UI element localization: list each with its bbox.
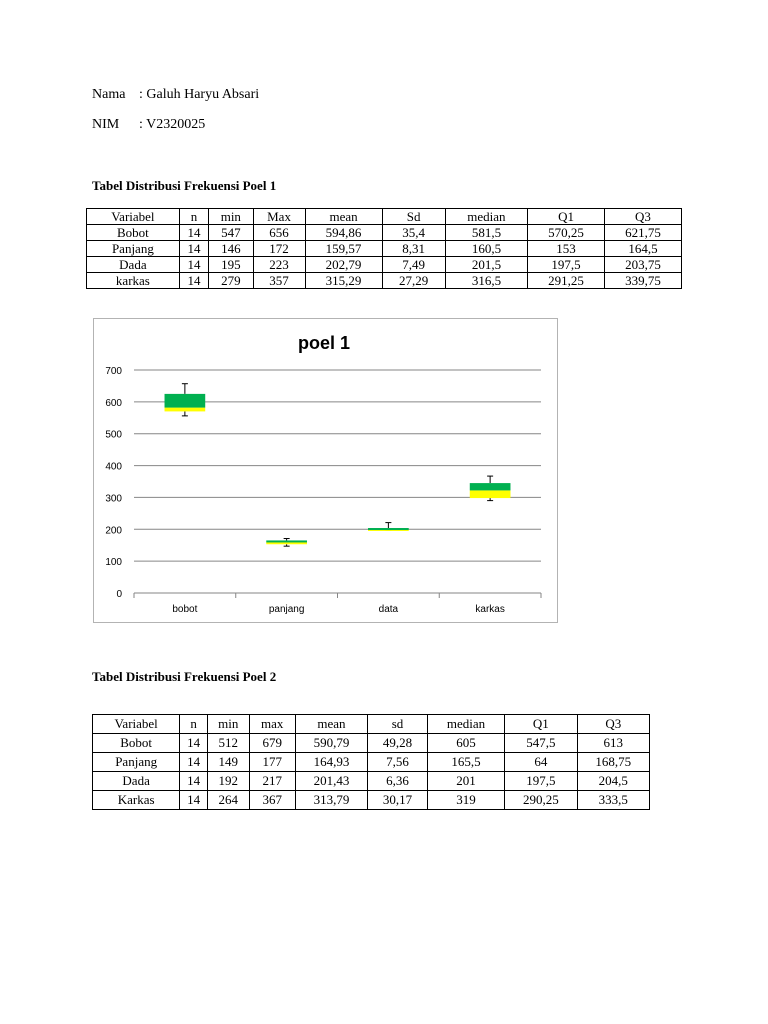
table-cell: karkas	[87, 273, 180, 289]
table-cell: 315,29	[305, 273, 382, 289]
header-cell: max	[249, 715, 295, 734]
table-cell: 49,28	[368, 734, 428, 753]
table-cell: 339,75	[604, 273, 681, 289]
frequency-table-poel-1	[86, 208, 682, 289]
header-cell: Q1	[528, 209, 605, 225]
x-tick-label: bobot	[172, 604, 198, 615]
table-cell: Karkas	[93, 791, 180, 810]
header-cell: n	[179, 209, 208, 225]
chart-title: poel 1	[297, 333, 351, 353]
table-cell: 217	[249, 772, 295, 791]
table-row	[87, 257, 682, 273]
table-cell: 149	[207, 753, 249, 772]
table-cell: 14	[179, 241, 208, 257]
table-cell: 264	[207, 791, 249, 810]
header-cell: sd	[368, 715, 428, 734]
table-row	[87, 241, 682, 257]
table-cell: 201,5	[445, 257, 527, 273]
y-tick-label: 0	[116, 589, 122, 600]
table-cell: 605	[427, 734, 504, 753]
table-cell: 8,31	[382, 241, 445, 257]
table-cell: 14	[179, 257, 208, 273]
box-lower-bobot	[165, 408, 206, 412]
table-cell: 590,79	[295, 734, 367, 753]
table-cell: 165,5	[427, 753, 504, 772]
box-plot-chart	[93, 318, 558, 623]
table-cell: 164,93	[295, 753, 367, 772]
header-cell: min	[209, 209, 253, 225]
header-cell: Sd	[382, 209, 445, 225]
table-cell: 35,4	[382, 225, 445, 241]
header-cell: Q3	[577, 715, 649, 734]
y-tick-label: 200	[105, 525, 122, 537]
table-cell: Bobot	[87, 225, 180, 241]
table-cell: 547,5	[505, 734, 577, 753]
table-cell: 14	[180, 734, 208, 753]
box-upper-data	[368, 528, 409, 530]
table-cell: 14	[179, 225, 208, 241]
table-cell: 570,25	[528, 225, 605, 241]
table-cell: 290,25	[505, 791, 577, 810]
chart-canvas	[94, 319, 557, 622]
table-cell: Panjang	[87, 241, 180, 257]
table-cell: 279	[209, 273, 253, 289]
table-cell: 547	[209, 225, 253, 241]
header-cell: Variabel	[87, 209, 180, 225]
frequency-table-poel-2	[92, 714, 650, 810]
table-cell: 313,79	[295, 791, 367, 810]
table1-title: Tabel Distribusi Frekuensi Poel 1	[92, 178, 277, 193]
table-cell: 6,36	[368, 772, 428, 791]
table-cell: Bobot	[93, 734, 180, 753]
table-cell: 14	[179, 273, 208, 289]
table-cell: 27,29	[382, 273, 445, 289]
table-cell: 7,49	[382, 257, 445, 273]
plot-area	[165, 384, 511, 546]
table-cell: 14	[180, 772, 208, 791]
table-cell: 201	[427, 772, 504, 791]
table-cell: 7,56	[368, 753, 428, 772]
table-cell: 153	[528, 241, 605, 257]
table-cell: 204,5	[577, 772, 649, 791]
table-cell: Dada	[87, 257, 180, 273]
table-cell: 613	[577, 734, 649, 753]
header-cell: Q1	[505, 715, 577, 734]
table-header-row	[87, 209, 682, 225]
table-cell: 168,75	[577, 753, 649, 772]
table-row	[93, 734, 650, 753]
table-cell: Panjang	[93, 753, 180, 772]
box-upper-bobot	[165, 394, 206, 408]
table-cell: 594,86	[305, 225, 382, 241]
table-row	[93, 753, 650, 772]
table-cell: 656	[253, 225, 305, 241]
table-cell: 164,5	[604, 241, 681, 257]
table-cell: 197,5	[528, 257, 605, 273]
table-row	[87, 273, 682, 289]
table-cell: 357	[253, 273, 305, 289]
nim-value: : V2320025	[139, 117, 206, 132]
table-cell: 223	[253, 257, 305, 273]
header-cell: mean	[305, 209, 382, 225]
table2-title: Tabel Distribusi Frekuensi Poel 2	[92, 669, 277, 684]
table-cell: 14	[180, 791, 208, 810]
nim-label: NIM	[92, 117, 120, 132]
table-row	[93, 791, 650, 810]
table-cell: 291,25	[528, 273, 605, 289]
y-tick-label: 100	[105, 557, 122, 569]
x-tick-label: panjang	[268, 604, 305, 615]
x-tick-label: karkas	[475, 604, 505, 615]
table-cell: 64	[505, 753, 577, 772]
table-cell: 172	[253, 241, 305, 257]
y-tick-label: 700	[105, 366, 122, 377]
table-cell: 316,5	[445, 273, 527, 289]
box-upper-panjang	[266, 540, 307, 542]
table-cell: 512	[207, 734, 249, 753]
table-cell: 201,43	[295, 772, 367, 791]
table-cell: 319	[427, 791, 504, 810]
table-cell: 146	[209, 241, 253, 257]
table-cell: 581,5	[445, 225, 527, 241]
header-cell: Max	[253, 209, 305, 225]
header-cell: min	[207, 715, 249, 734]
y-tick-label: 400	[105, 461, 122, 473]
table-cell: 333,5	[577, 791, 649, 810]
table-cell: 621,75	[604, 225, 681, 241]
table-cell: 30,17	[368, 791, 428, 810]
table-row	[87, 225, 682, 241]
header-cell: n	[180, 715, 208, 734]
table-cell: 192	[207, 772, 249, 791]
header-cell: median	[445, 209, 527, 225]
y-tick-label: 600	[105, 397, 122, 409]
box-lower-karkas	[470, 490, 511, 498]
name-label: Nama	[92, 87, 126, 102]
table-cell: 203,75	[604, 257, 681, 273]
table-cell: 160,5	[445, 241, 527, 257]
table-cell: 177	[249, 753, 295, 772]
table-cell: 159,57	[305, 241, 382, 257]
x-tick-label: data	[378, 604, 399, 615]
box-upper-karkas	[470, 483, 511, 490]
table-cell: 14	[180, 753, 208, 772]
table-cell: Dada	[93, 772, 180, 791]
table-cell: 197,5	[505, 772, 577, 791]
table-header-row	[93, 715, 650, 734]
table-cell: 679	[249, 734, 295, 753]
table-cell: 202,79	[305, 257, 382, 273]
header-cell: Variabel	[93, 715, 180, 734]
table-cell: 195	[209, 257, 253, 273]
table-row	[93, 772, 650, 791]
y-tick-label: 500	[105, 429, 122, 441]
table-cell: 367	[249, 791, 295, 810]
header-cell: Q3	[604, 209, 681, 225]
header-cell: mean	[295, 715, 367, 734]
name-value: : Galuh Haryu Absari	[139, 87, 260, 102]
header-cell: median	[427, 715, 504, 734]
y-tick-label: 300	[105, 493, 122, 505]
